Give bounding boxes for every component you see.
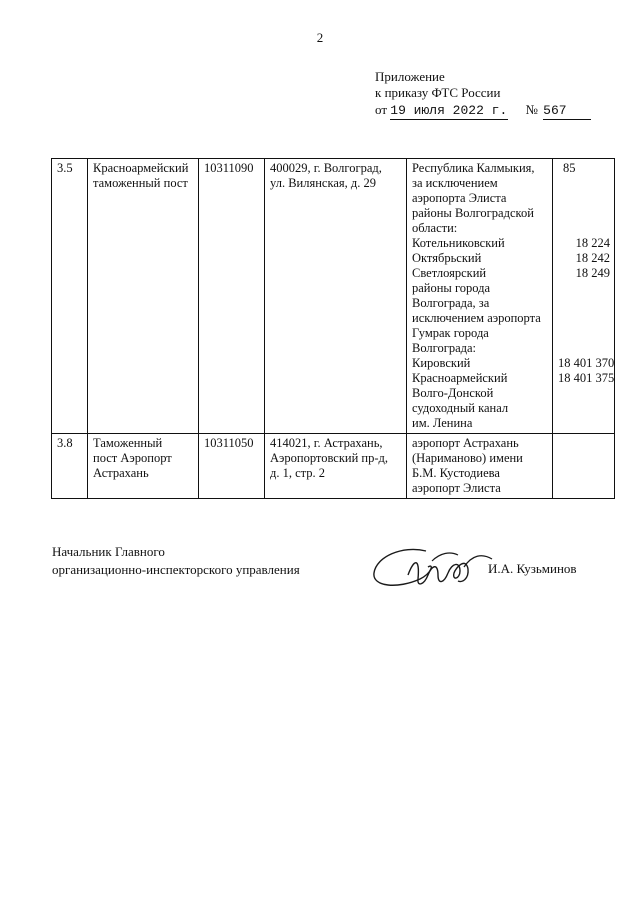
page-number: 2 bbox=[316, 30, 324, 45]
post-name-line: Красноармейский bbox=[93, 161, 189, 175]
okato-code bbox=[558, 191, 610, 206]
post-address bbox=[265, 159, 407, 434]
territory-line: Гумрак города bbox=[412, 326, 489, 340]
post-name-line: таможенный пост bbox=[93, 176, 188, 190]
okato-cell bbox=[553, 434, 615, 499]
signatory-title bbox=[52, 543, 300, 578]
post-code: 10311090 bbox=[199, 159, 265, 434]
okato-code: 18 249 bbox=[575, 266, 610, 280]
address-line: 414021, г. Астрахань, bbox=[270, 436, 383, 450]
territory-line: Республика Калмыкия, bbox=[412, 161, 535, 175]
okato-code bbox=[558, 176, 610, 191]
territory-line: Волгограда, за bbox=[412, 296, 490, 310]
signatory-title-line: организационно-инспекторского управления bbox=[52, 561, 300, 577]
address-line: 400029, г. Волгоград, bbox=[270, 161, 382, 175]
okato-code bbox=[558, 296, 610, 311]
post-name-line: Таможенный bbox=[93, 436, 163, 450]
signatory-title-line: Начальник Главного bbox=[52, 544, 165, 559]
territory-line: Волго-Донской bbox=[412, 386, 494, 400]
okato-code bbox=[558, 386, 610, 401]
appendix-date: 19 июля 2022 г. bbox=[390, 103, 508, 120]
address-line: Аэропортовский пр-д, bbox=[270, 451, 389, 465]
okato-code: 18 224 bbox=[575, 236, 610, 250]
okato-code: 85 bbox=[563, 161, 576, 175]
territory-line: Волгограда: bbox=[412, 341, 477, 355]
address-line: ул. Вилянская, д. 29 bbox=[270, 176, 376, 190]
okato-code bbox=[558, 416, 610, 431]
okato-cell bbox=[553, 159, 615, 434]
appendix-title: Приложение bbox=[375, 69, 445, 84]
table-row bbox=[52, 434, 615, 499]
okato-code bbox=[558, 401, 610, 416]
territory-line: аэропорт Астрахань bbox=[412, 436, 519, 450]
territory-line: за исключением bbox=[412, 176, 498, 190]
appendix-number: 567 bbox=[543, 103, 591, 120]
customs-posts-table bbox=[51, 158, 615, 499]
territory-line: Красноармейский bbox=[412, 371, 508, 385]
appendix-number-sign: № bbox=[525, 101, 538, 117]
territory-cell bbox=[407, 159, 553, 434]
post-name bbox=[88, 434, 199, 499]
territory-line: (Нариманово) имени bbox=[412, 451, 523, 465]
post-name bbox=[88, 159, 199, 434]
territory-line: Котельниковский bbox=[412, 236, 505, 250]
okato-code bbox=[558, 206, 610, 221]
appendix-date-line bbox=[375, 102, 591, 120]
table-row bbox=[52, 159, 615, 434]
okato-code bbox=[558, 311, 610, 326]
okato-code: 18 242 bbox=[575, 251, 610, 265]
post-address bbox=[265, 434, 407, 499]
territory-line: области: bbox=[412, 221, 458, 235]
handwritten-signature bbox=[368, 545, 496, 593]
signatory-name: И.А. Кузьминов bbox=[488, 561, 577, 576]
territory-line: Светлоярский bbox=[412, 266, 487, 280]
territory-line: аэропорта Элиста bbox=[412, 191, 507, 205]
post-name-line: Астрахань bbox=[93, 466, 149, 480]
post-code: 10311050 bbox=[199, 434, 265, 499]
address-line: д. 1, стр. 2 bbox=[270, 466, 326, 480]
okato-code: 18 401 375 bbox=[558, 371, 615, 385]
territory-line: им. Ленина bbox=[412, 416, 473, 430]
territory-line: исключением аэропорта bbox=[412, 311, 541, 325]
okato-code bbox=[558, 341, 610, 356]
okato-code: 18 401 370 bbox=[558, 356, 615, 370]
territory-line: Октябрьский bbox=[412, 251, 482, 265]
okato-code bbox=[558, 221, 610, 236]
row-number: 3.8 bbox=[52, 434, 88, 499]
post-name-line: пост Аэропорт bbox=[93, 451, 172, 465]
territory-line: Кировский bbox=[412, 356, 471, 370]
appendix-header bbox=[375, 69, 591, 120]
okato-code bbox=[558, 281, 610, 296]
territory-line: районы Волгоградской bbox=[412, 206, 534, 220]
territory-cell bbox=[407, 434, 553, 499]
row-number: 3.5 bbox=[52, 159, 88, 434]
territory-line: Б.М. Кустодиева bbox=[412, 466, 500, 480]
appendix-from-prefix: от bbox=[375, 101, 388, 117]
territory-line: районы города bbox=[412, 281, 491, 295]
appendix-order-ref: к приказу ФТС России bbox=[375, 85, 501, 101]
territory-line: судоходный канал bbox=[412, 401, 509, 415]
territory-line: аэропорт Элиста bbox=[412, 481, 501, 495]
okato-code bbox=[558, 326, 610, 341]
